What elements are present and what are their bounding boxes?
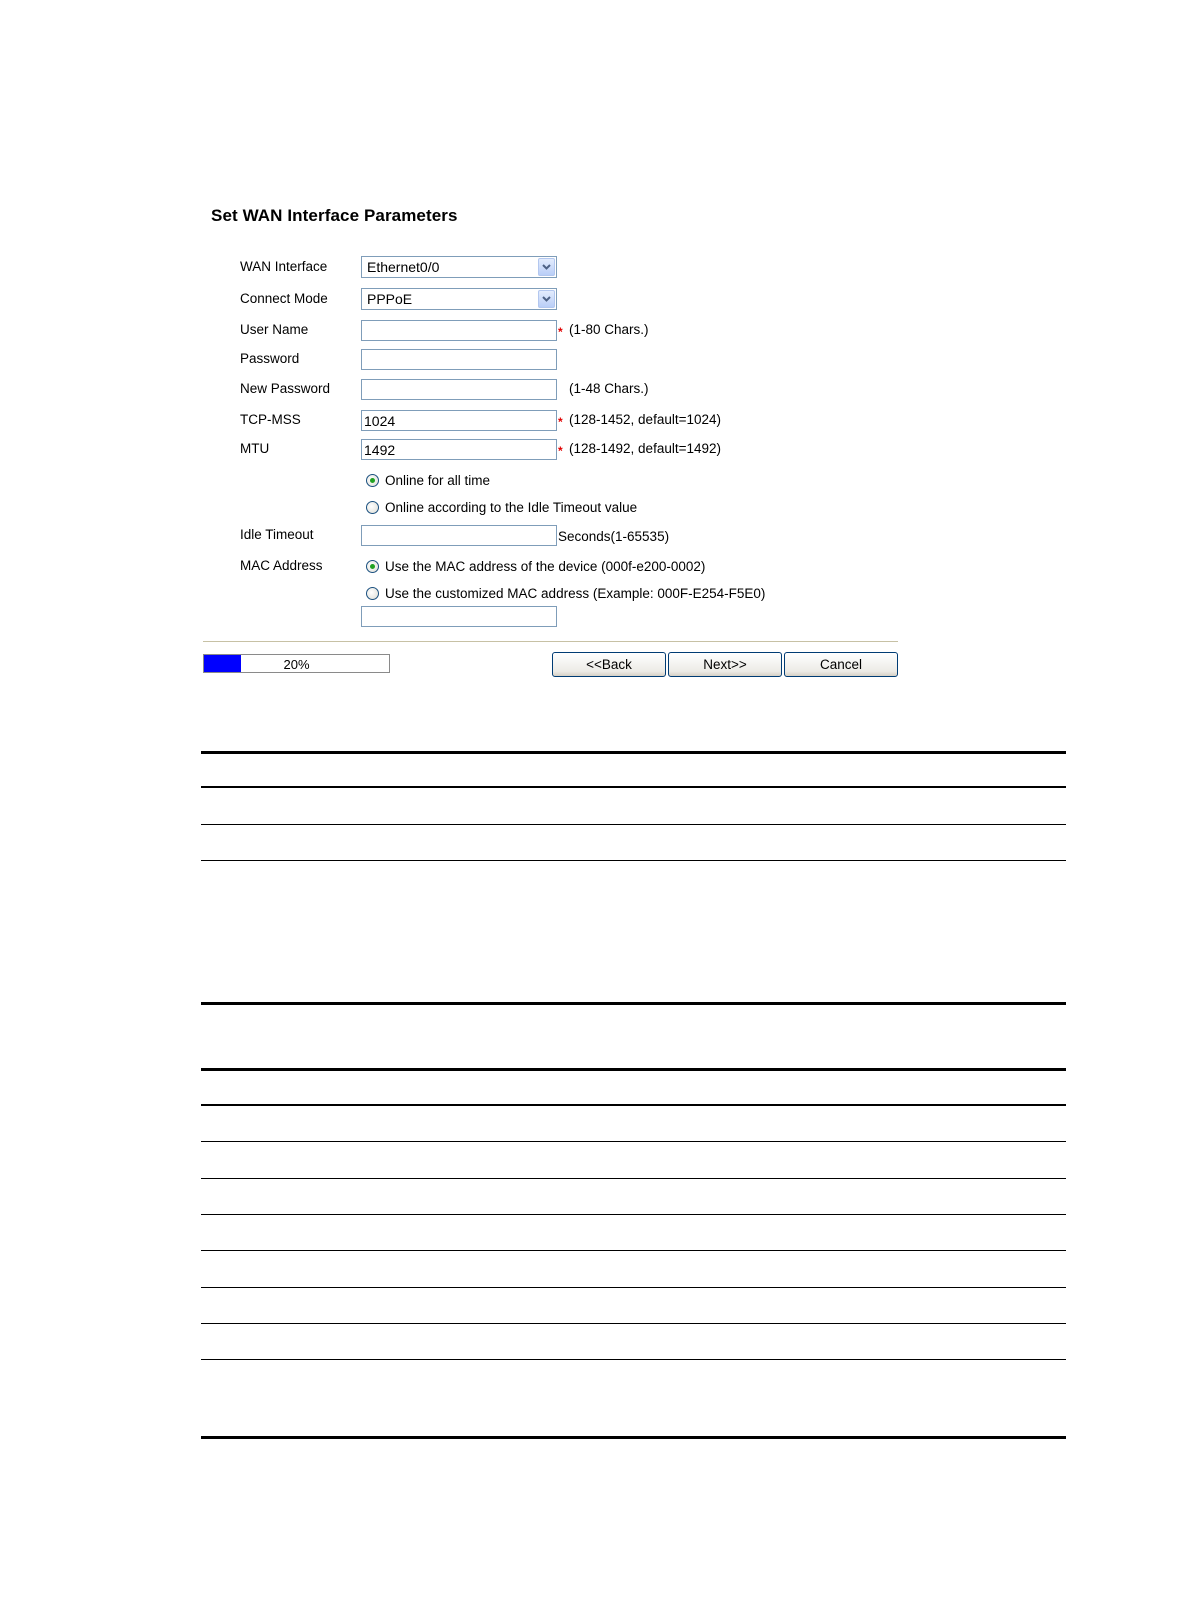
password-input[interactable] — [361, 349, 557, 370]
table-rule — [201, 824, 1066, 825]
idle-timeout-input[interactable] — [361, 525, 557, 546]
online-idle-timeout-label: Online according to the Idle Timeout value — [385, 500, 638, 515]
table-rule — [201, 1287, 1066, 1288]
cancel-button[interactable]: Cancel — [784, 652, 898, 677]
device-mac-radio[interactable] — [366, 560, 379, 573]
required-marker: * — [558, 444, 563, 458]
table-rule — [201, 786, 1066, 788]
form-separator — [203, 641, 898, 642]
online-all-time-radio[interactable] — [366, 474, 379, 487]
connect-mode-select[interactable] — [361, 288, 557, 310]
tcp-mss-hint: (128-1452, default=1024) — [569, 412, 721, 427]
new-password-label: New Password — [240, 381, 331, 396]
table-rule — [201, 1104, 1066, 1106]
table-rule — [201, 1002, 1066, 1005]
mtu-label: MTU — [240, 441, 270, 456]
custom-mac-radio[interactable] — [366, 587, 379, 600]
connect-mode-label: Connect Mode — [240, 291, 328, 306]
user-name-input[interactable] — [361, 320, 557, 341]
tcp-mss-input[interactable] — [361, 410, 557, 431]
page-title: Set WAN Interface Parameters — [211, 206, 458, 225]
new-password-input[interactable] — [361, 379, 557, 400]
back-button[interactable]: <<Back — [552, 652, 666, 677]
table-rule — [201, 1250, 1066, 1251]
chevron-down-icon[interactable] — [538, 258, 555, 276]
mac-address-label: MAC Address — [240, 558, 323, 573]
chevron-down-icon[interactable] — [538, 290, 555, 308]
password-label: Password — [240, 351, 300, 366]
required-marker: * — [558, 415, 563, 429]
wizard-progress-bar — [203, 654, 390, 673]
table-rule — [201, 1436, 1066, 1439]
table-rule — [201, 1359, 1066, 1360]
new-password-hint: (1-48 Chars.) — [569, 381, 649, 396]
device-mac-label: Use the MAC address of the device (000f-e200-0002) — [385, 559, 706, 574]
table-rule — [201, 751, 1066, 754]
table-rule — [201, 1068, 1066, 1071]
custom-mac-input[interactable] — [361, 606, 557, 627]
table-rule — [201, 860, 1066, 861]
table-rule — [201, 1141, 1066, 1142]
table-rule — [201, 1214, 1066, 1215]
mtu-input[interactable] — [361, 439, 557, 460]
custom-mac-label: Use the customized MAC address (Example: 000F-E254-F5E0) — [385, 586, 766, 601]
online-idle-timeout-radio[interactable] — [366, 501, 379, 514]
wan-interface-select[interactable] — [361, 256, 557, 278]
idle-timeout-unit: Seconds(1-65535) — [558, 529, 670, 544]
connect-mode-value: PPPoE — [367, 291, 413, 307]
tcp-mss-label: TCP-MSS — [240, 412, 301, 427]
table-rule — [201, 1178, 1066, 1179]
user-name-hint: (1-80 Chars.) — [569, 322, 649, 337]
online-all-time-label: Online for all time — [385, 473, 491, 488]
next-button[interactable]: Next>> — [668, 652, 782, 677]
wan-interface-label: WAN Interface — [240, 259, 328, 274]
required-marker: * — [558, 325, 563, 339]
mtu-hint: (128-1492, default=1492) — [569, 441, 721, 456]
wan-interface-value: Ethernet0/0 — [367, 259, 440, 275]
idle-timeout-label: Idle Timeout — [240, 527, 314, 542]
progress-text: 20% — [283, 657, 310, 672]
table-rule — [201, 1323, 1066, 1324]
user-name-label: User Name — [240, 322, 309, 337]
